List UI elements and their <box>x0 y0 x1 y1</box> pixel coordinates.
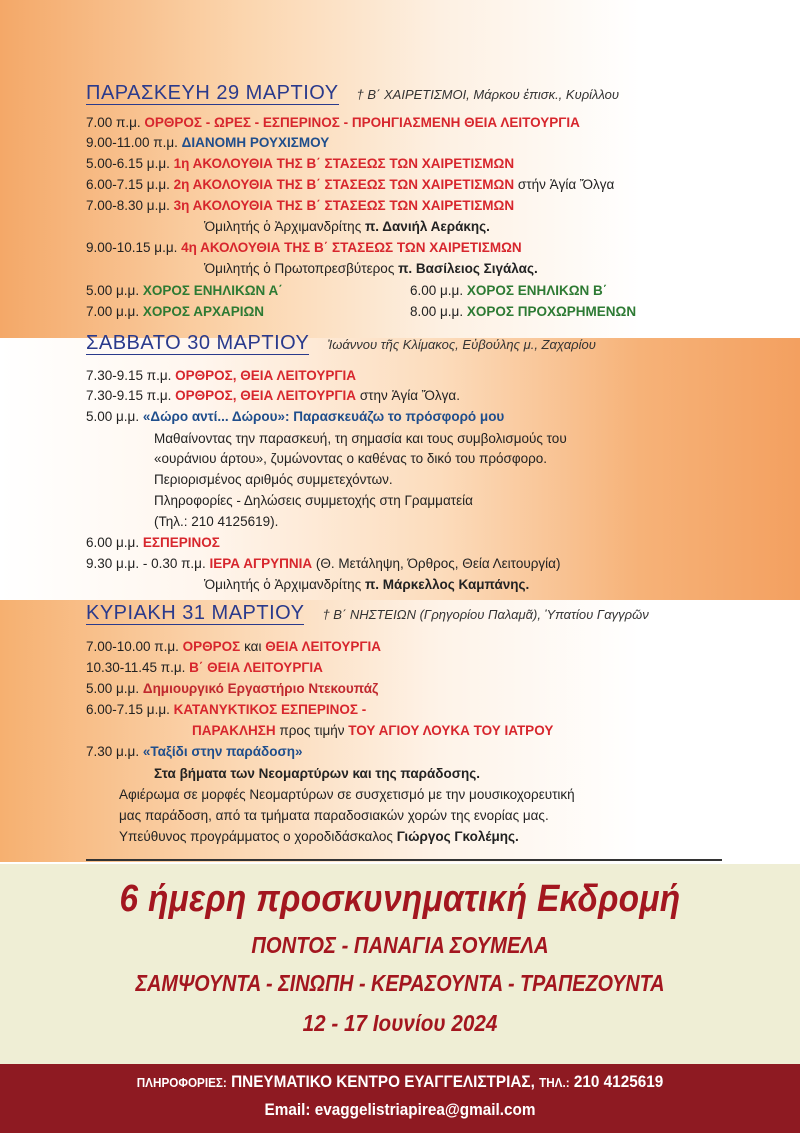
email-address[interactable]: evaggelistriapirea@gmail.com <box>314 1100 536 1119</box>
event-time: 9.00-10.15 μ.μ. <box>86 240 178 255</box>
contact-line <box>40 1072 760 1092</box>
speaker-line <box>204 575 529 595</box>
schedule-line <box>86 175 614 195</box>
phone-number: 210 4125619 <box>573 1072 664 1091</box>
event-title: ΚΑΤΑΝΥΚΤΙΚΟΣ ΕΣΠΕΡΙΝΟΣ - <box>173 702 367 717</box>
coordinator-name: Γιώργος Γκολέμης. <box>396 829 519 844</box>
choir-item <box>86 281 283 301</box>
feast-text: Ἰωάννου τῆς Κλίμακος, Εὐβούλης μ., Ζαχαρίου <box>327 337 596 352</box>
description-line: «ουράνιου άρτου», ζυμώνοντας ο καθένας το δικό του πρόσφορο. <box>154 451 548 466</box>
schedule-line <box>86 133 329 153</box>
schedule-line <box>86 533 220 553</box>
event-title: Β΄ ΘΕΙΑ ΛΕΙΤΟΥΡΓΙΑ <box>189 660 323 675</box>
day-title: ΣΑΒΒΑΤΟ 30 ΜΑΡΤΙΟΥ <box>86 332 310 354</box>
event-title: ΟΡΘΡΟΣ, ΘΕΙΑ ΛΕΙΤΟΥΡΓΙΑ <box>175 388 357 403</box>
event-title: «Δώρο αντί... Δώρου»: Παρασκευάζω το πρόσφορό μου <box>142 409 505 424</box>
event-title: ΠΑΡΑΚΛΗΣΗ <box>192 723 276 738</box>
event-time: 10.30-11.45 π.μ. <box>86 660 186 675</box>
day-title: ΚΥΡΙΑΚΗ 31 ΜΑΡΤΙΟΥ <box>86 602 305 624</box>
email-line <box>40 1100 760 1120</box>
feast-text: † Β΄ ΧΑΙΡΕΤΙΣΜΟΙ, Μάρκου ἐπισκ., Κυρίλλου <box>356 87 620 102</box>
feast-text: † Β΄ ΝΗΣΤΕΙΩΝ (Γρηγορίου Παλαμᾶ), Ὑπατίου Γαγγρῶν <box>322 607 649 622</box>
section-divider <box>86 859 722 861</box>
event-title: ΤΟΥ ΑΓΙΟΥ ΛΟΥΚΑ ΤΟΥ ΙΑΤΡΟΥ <box>348 723 554 738</box>
choir-name: ΧΟΡΟΣ ΠΡΟΧΩΡΗΜΕΝΩΝ <box>466 304 637 319</box>
description-line: Στα βήματα των Νεομαρτύρων και της παράδοσης. <box>154 766 480 781</box>
speaker-name: π. Μάρκελλος Καμπάνης. <box>364 577 530 592</box>
description-line: μας παράδοση, από τα τμήματα παραδοσιακών χορών της ενορίας μας. <box>119 808 549 823</box>
speaker-line <box>204 259 538 279</box>
schedule-line <box>86 366 356 386</box>
event-title: ΟΡΘΡΟΣ <box>182 639 241 654</box>
event-time: 5.00-6.15 μ.μ. <box>86 156 170 171</box>
trip-destination: ΣΑΜΨΟΥΝΤΑ - ΣΙΝΩΠΗ - ΚΕΡΑΣΟΥΝΤΑ - ΤΡΑΠΕΖΟΥΝΤΑ <box>135 970 665 996</box>
event-title: ΔΙΑΝΟΜΗ ΡΟΥΧΙΣΜΟΥ <box>181 135 330 150</box>
speaker-role: Ὁμιλητής ὁ Ἀρχιμανδρίτης <box>204 577 362 592</box>
speaker-line <box>204 217 490 237</box>
description-line: (Τηλ.: 210 4125619). <box>154 514 279 529</box>
event-time: 7.00-10.00 π.μ. <box>86 639 179 654</box>
email-label: Email: <box>264 1100 311 1119</box>
schedule-line <box>86 238 522 258</box>
schedule-line <box>86 154 514 174</box>
event-time: 9.30 μ.μ. - 0.30 π.μ. <box>86 556 206 571</box>
schedule-line <box>86 742 302 762</box>
event-time: 7.30-9.15 π.μ. <box>86 368 172 383</box>
event-title: ΟΡΘΡΟΣ - ΩΡΕΣ - ΕΣΠΕΡΙΝΟΣ - ΠΡΟΗΓΙΑΣΜΕΝΗ ΘΕΙΑ ΛΕΙΤΟΥΡΓΙΑ <box>144 115 580 130</box>
trip-destination: ΠΟΝΤΟΣ - ΠΑΝΑΓΙΑ ΣΟΥΜΕΛΑ <box>251 932 549 958</box>
schedule-line <box>86 679 378 699</box>
schedule-line <box>86 700 366 720</box>
event-location: στήν Ἁγία Ὄλγα <box>517 177 615 192</box>
description-line: Αφιέρωμα σε μορφές Νεομαρτύρων σε συσχετισμό με την μουσικοχορευτική <box>119 787 575 802</box>
choir-time: 7.00 μ.μ. <box>86 304 140 319</box>
organization-name: ΠΝΕΥΜΑΤΙΚΟ ΚΕΝΤΡΟ ΕΥΑΓΓΕΛΙΣΤΡΙΑΣ, <box>231 1072 535 1091</box>
speaker-name: π. Δανιήλ Αεράκης. <box>364 219 490 234</box>
schedule-line <box>86 113 580 133</box>
friday-header <box>86 82 619 105</box>
choir-time: 6.00 μ.μ. <box>410 283 464 298</box>
trip-dates: 12 - 17 Ιουνίου 2024 <box>302 1010 498 1036</box>
event-note: (Θ. Μετάληψη, Όρθρος, Θεία Λειτουργία) <box>315 556 561 571</box>
schedule-line <box>86 658 323 678</box>
phone-label: ΤΗΛ.: <box>539 1075 570 1090</box>
event-time: 6.00 μ.μ. <box>86 535 140 550</box>
trip-title: 6 ήμερη προσκυνηματική Εκδρομή <box>119 878 681 920</box>
speaker-name: π. Βασίλειος Σιγάλας. <box>398 261 538 276</box>
choir-name: ΧΟΡΟΣ ΕΝΗΛΙΚΩΝ Α΄ <box>142 283 283 298</box>
choir-name: ΧΟΡΟΣ ΑΡΧΑΡΙΩΝ <box>142 304 265 319</box>
event-title: 1η ΑΚΟΛΟΥΘΙΑ ΤΗΣ Β΄ ΣΤΑΣΕΩΣ ΤΩΝ ΧΑΙΡΕΤΙΣΜΩΝ <box>173 156 515 171</box>
event-title: 4η ΑΚΟΛΟΥΘΙΑ ΤΗΣ Β΄ ΣΤΑΣΕΩΣ ΤΩΝ ΧΑΙΡΕΤΙΣΜΩΝ <box>181 240 522 255</box>
choir-item <box>86 302 264 322</box>
event-time: 7.30-9.15 π.μ. <box>86 388 172 403</box>
speaker-role: Ὁμιλητής ὁ Ἀρχιμανδρίτης <box>204 219 362 234</box>
description-line: Μαθαίνοντας την παρασκευή, τη σημασία και τους συμβολισμούς του <box>154 431 567 446</box>
sunday-header <box>86 602 649 625</box>
event-connector: προς τιμήν <box>279 723 345 738</box>
event-connector: και <box>244 639 262 654</box>
event-time: 5.00 μ.μ. <box>86 409 140 424</box>
event-time: 6.00-7.15 μ.μ. <box>86 177 170 192</box>
event-title: ΘΕΙΑ ΛΕΙΤΟΥΡΓΙΑ <box>265 639 381 654</box>
description-line: Περιορισμένος αριθμός συμμετεχόντων. <box>154 472 393 487</box>
event-time: 7.00-8.30 μ.μ. <box>86 198 170 213</box>
choir-item <box>410 281 607 301</box>
choir-item <box>410 302 636 322</box>
choir-time: 5.00 μ.μ. <box>86 283 140 298</box>
event-location: στην Ἁγία Ὄλγα. <box>359 388 460 403</box>
event-title: ΟΡΘΡΟΣ, ΘΕΙΑ ΛΕΙΤΟΥΡΓΙΑ <box>175 368 357 383</box>
schedule-line <box>86 407 504 427</box>
pilgrimage-banner <box>0 864 800 1064</box>
event-title: ΕΣΠΕΡΙΝΟΣ <box>142 535 220 550</box>
schedule-line <box>192 721 553 741</box>
schedule-line <box>86 554 560 574</box>
choir-name: ΧΟΡΟΣ ΕΝΗΛΙΚΩΝ Β΄ <box>466 283 608 298</box>
event-time: 5.00 μ.μ. <box>86 681 140 696</box>
event-time: 6.00-7.15 μ.μ. <box>86 702 170 717</box>
description-line: Πληροφορίες - Δηλώσεις συμμετοχής στη Γραμματεία <box>154 493 473 508</box>
saturday-header <box>86 332 596 355</box>
day-title: ΠΑΡΑΣΚΕΥΗ 29 ΜΑΡΤΙΟΥ <box>86 82 339 104</box>
speaker-role: Ὁμιλητής ὁ Πρωτοπρεσβύτερος <box>204 261 395 276</box>
schedule-line <box>86 637 381 657</box>
schedule-line <box>86 196 514 216</box>
choir-time: 8.00 μ.μ. <box>410 304 464 319</box>
info-label: ΠΛΗΡΟΦΟΡΙΕΣ: <box>136 1075 227 1090</box>
event-time: 9.00-11.00 π.μ. <box>86 135 178 150</box>
schedule-line <box>86 386 460 406</box>
info-footer <box>0 1064 800 1133</box>
event-title: «Ταξίδι στην παράδοση» <box>142 744 303 759</box>
event-title: 2η ΑΚΟΛΟΥΘΙΑ ΤΗΣ Β΄ ΣΤΑΣΕΩΣ ΤΩΝ ΧΑΙΡΕΤΙΣΜΩΝ <box>173 177 515 192</box>
event-time: 7.00 π.μ. <box>86 115 141 130</box>
event-title: ΙΕΡΑ ΑΓΡΥΠΝΙΑ <box>209 556 313 571</box>
event-title: Δημιουργικό Εργαστήριο Ντεκουπάζ <box>142 681 379 696</box>
event-title: 3η ΑΚΟΛΟΥΘΙΑ ΤΗΣ Β΄ ΣΤΑΣΕΩΣ ΤΩΝ ΧΑΙΡΕΤΙΣΜΩΝ <box>173 198 515 213</box>
description-line <box>119 827 519 847</box>
coordinator-role: Υπεύθυνος προγράμματος ο χοροδιδάσκαλος <box>119 829 393 844</box>
event-time: 7.30 μ.μ. <box>86 744 140 759</box>
